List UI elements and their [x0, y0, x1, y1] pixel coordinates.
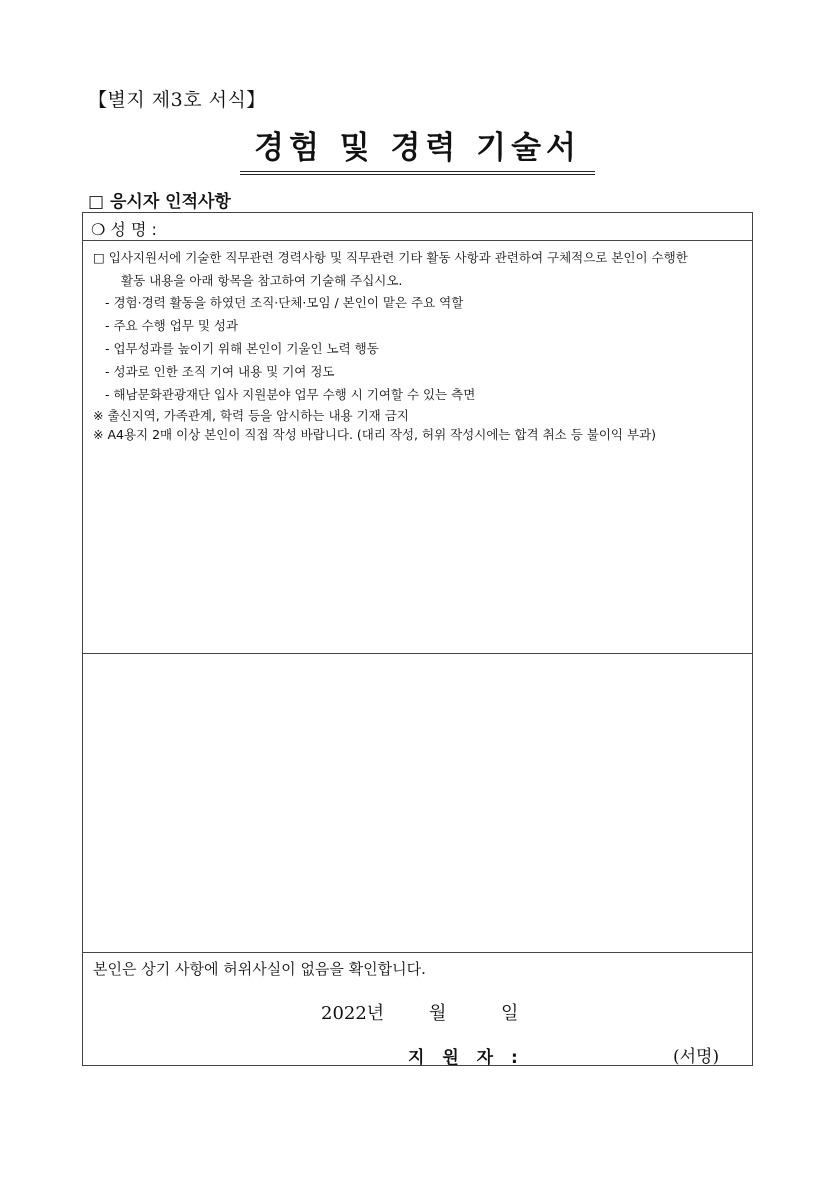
name-label: ❍ 성 명 : — [91, 220, 157, 239]
guide-item: - 주요 수행 업무 및 성과 — [105, 318, 239, 333]
guide-intro-line: □ 입사지원서에 기술한 직무관련 경력사항 및 직무관련 기타 활동 사항과 관련하여 구체적으로 본인이 수행한 — [93, 250, 688, 265]
date-month: 월 — [429, 1003, 447, 1024]
name-row[interactable] — [83, 213, 752, 241]
confirmation-statement: 본인은 상기 사항에 허위사실이 없음을 확인합니다. — [93, 960, 426, 978]
form-number-label: 【별지 제3호 서식】 — [88, 89, 266, 111]
section-heading-applicant-info: □ 응시자 인적사항 — [88, 192, 231, 212]
title-container — [0, 122, 835, 175]
signer-label: 지 원 자 : — [408, 1048, 524, 1068]
writing-area[interactable] — [83, 654, 752, 953]
guide-note: ※ A4용지 2매 이상 본인이 직접 작성 바랍니다. (대리 작성, 허위 작성시에는 합격 취소 등 불이익 부과) — [93, 427, 656, 442]
guide-note: ※ 출신지역, 가족관계, 학력 등을 암시하는 내용 기재 금지 — [93, 408, 409, 423]
form-table — [82, 212, 753, 1066]
signature-label[interactable]: (서명) — [673, 1047, 720, 1067]
date-day: 일 — [501, 1003, 519, 1024]
guide-item: - 업무성과를 높이기 위해 본인이 기울인 노력 행동 — [105, 341, 379, 356]
document-title: 경험 및 경력 기술서 — [240, 122, 595, 175]
writing-guide — [83, 241, 752, 654]
date-year: 2022년 — [321, 1003, 385, 1024]
guide-item: - 성과로 인한 조직 기여 내용 및 기여 정도 — [105, 364, 335, 379]
guide-item: - 경험·경력 활동을 하였던 조직·단체·모임 / 본인이 맡은 주요 역할 — [105, 295, 464, 310]
guide-intro-line: 활동 내용을 아래 항목을 참고하여 기술해 주십시오. — [121, 273, 403, 288]
guide-item: - 해남문화관광재단 입사 지원분야 업무 수행 시 기여할 수 있는 측면 — [105, 387, 476, 402]
